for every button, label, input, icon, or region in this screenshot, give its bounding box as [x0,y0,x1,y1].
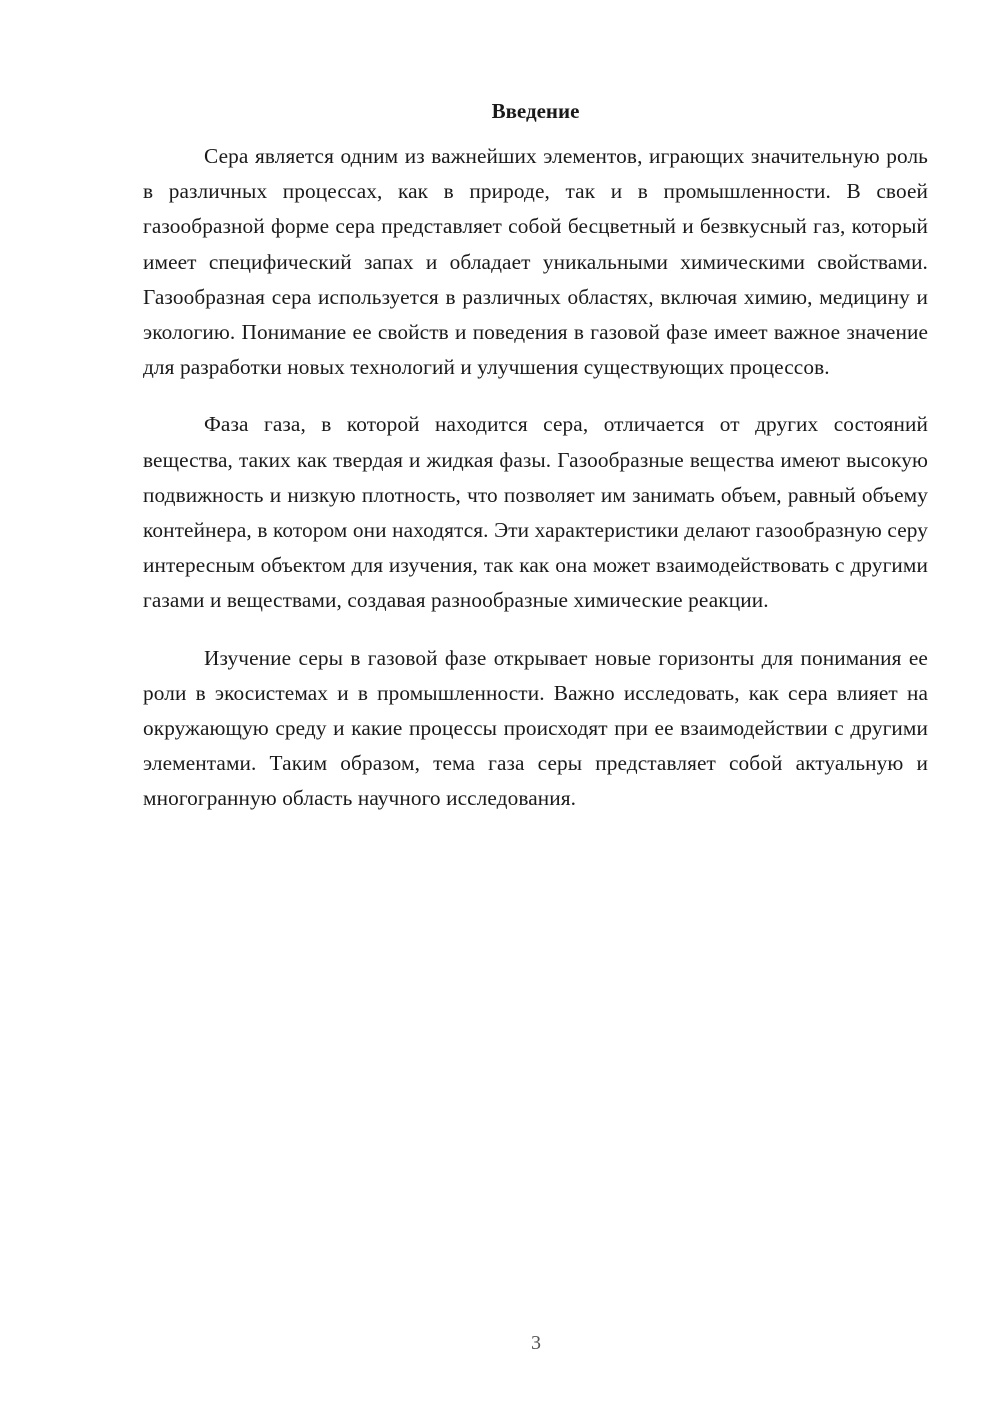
paragraph-3: Изучение серы в газовой фазе открывает новые горизонты для понимания ее роли в экосистемах и в промышленности. Важно исследовать, как сера влияет на окружающую среду и какие процессы происходят при ее взаимодействии с другими элементами. Таким образом, тема газа серы представляет собой актуальную и многогранную область научного исследования. [143,645,928,811]
section-title: Введение [491,99,580,123]
page-content [143,96,928,839]
page-number: 3 [531,1332,541,1354]
paragraph-1: Сера является одним из важнейших элементов, играющих значительную роль в различных процессах, как в природе, так и в промышленности. В своей газообразной форме сера представляет собой бесцветный и безвкусный газ, который имеет специфический запах и обладает уникальными химическими свойствами. Газообразная сера используется в различных областях, включая химию, медицину и экологию. Понимание ее свойств и поведения в газовой фазе имеет важное значение для разработки новых технологий и улучшения существующих процессов. [143,144,928,380]
paragraph-2: Фаза газа, в которой находится сера, отличается от других состояний вещества, таких как твердая и жидкая фазы. Газообразные вещества имеют высокую подвижность и низкую плотность, что позволяет им занимать объем, равный объему контейнера, в котором они находятся. Эти характеристики делают газообразную серу интересным объектом для изучения, так как она может взаимодействовать с другими газами и веществами, создавая разнообразные химические реакции. [143,412,928,613]
